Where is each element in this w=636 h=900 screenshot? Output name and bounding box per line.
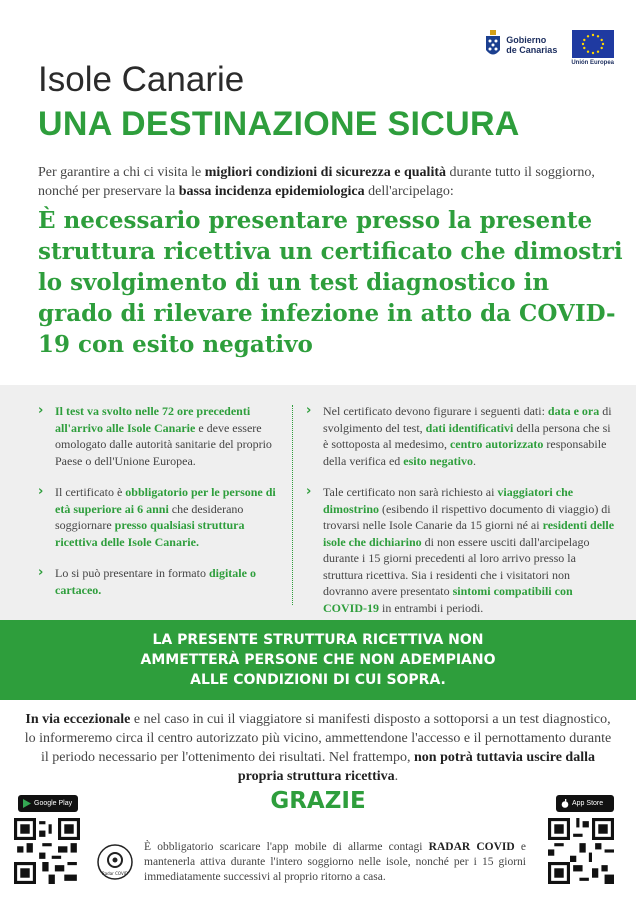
- exception-b1: In via eccezionale: [25, 712, 131, 727]
- right-b2-t1: Tale certificato non sarà richiesto ai: [323, 485, 498, 499]
- right-column: [306, 403, 616, 631]
- left-column: [38, 403, 278, 613]
- right-bullet-2: [306, 484, 616, 616]
- google-play-badge[interactable]: [18, 795, 78, 812]
- left-b1-text: e deve essere omologato dalle autorità sanitarie del proprio Paese o dell'Unione Europea.: [55, 420, 272, 468]
- intro-paragraph: [38, 163, 608, 201]
- intro-t1: Per garantire a chi ci visita le: [38, 165, 205, 180]
- title-line2: UNA DESTINAZIONE SICURA: [38, 105, 520, 143]
- gov-line1: Gobierno: [506, 35, 547, 45]
- banner-text: LA PRESENTE STRUTTURA RICETTIVA NON AMMETTERÀ PERSONE CHE NON ADEMPIANO ALLE CONDIZIONI DI CUI SOPRA.: [140, 632, 496, 688]
- chevron-right-icon: ›: [306, 403, 312, 418]
- column-divider: [292, 405, 293, 605]
- right-b2-t3: di non essere usciti dall'arcipelago durante i 15 giorni precedenti al loro arrivo presso la struttura ricettiva. Sia i residenti che i visitatori non dovranno avere presentato: [323, 534, 590, 598]
- intro-t5: dell'arcipelago:: [364, 184, 454, 199]
- headline: È necessario presentare presso la presente struttura ricettiva un certificato che dimostri lo svolgimento di un test diagnostico in grado di rilevare infezione in atto da COVID-19 con esito negativo: [38, 207, 623, 358]
- left-b2-g2: presso qualsiasi struttura ricettiva delle Isole Canarie.: [55, 518, 245, 549]
- right-b2-t2: (esibendo il rispettivo documento di viaggio) di trovarsi nelle Isole Canarie da 15 giorni né ai: [323, 501, 611, 532]
- exception-b2: non potrà tuttavia uscire dalla propria struttura ricettiva: [237, 750, 595, 784]
- google-play-icon: [23, 799, 31, 808]
- left-bullet-2: [38, 484, 278, 550]
- chevron-right-icon: ›: [306, 484, 312, 499]
- qr-code-app-store[interactable]: [548, 818, 614, 884]
- canarias-shield-icon: [484, 30, 502, 60]
- left-b3-t: Lo si può presentare in formato: [55, 566, 209, 580]
- google-play-label: Google Play: [34, 800, 73, 807]
- footer-b1: RADAR COVID: [428, 841, 515, 853]
- eu-logo: [571, 30, 614, 66]
- footer-t1: È obbligatorio scaricare l'app mobile di allarme contagi: [144, 841, 429, 853]
- left-b2-g1: obbligatorio per le persone di età superiore ai 6 anni: [55, 485, 276, 516]
- grazie-heading: GRAZIE: [270, 788, 366, 814]
- left-b1-highlight: Il test va svolto nelle 72 ore precedenti all'arrivo alle Isole Canarie: [55, 404, 251, 435]
- exception-paragraph: [22, 710, 614, 786]
- right-b1-g4: esito negativo: [403, 453, 473, 468]
- app-store-badge[interactable]: [556, 795, 614, 812]
- right-b1-g1: data e ora: [547, 404, 600, 418]
- intro-b1: migliori condizioni di sicurezza e qualità: [204, 165, 446, 180]
- radar-icon-label: Radar COVID: [102, 871, 128, 876]
- logos: [484, 30, 614, 66]
- right-b2-t4: in entrambi i periodi.: [379, 600, 484, 615]
- right-b2-g3: sintomi compatibili con COVID-19: [323, 584, 573, 615]
- right-b1-t4: responsabile della verifica ed: [323, 437, 607, 468]
- apple-icon: [561, 799, 569, 808]
- qr-code-google-play[interactable]: [14, 818, 80, 884]
- title-line1: Isole Canarie: [38, 60, 245, 99]
- left-b3-g: digitale o cartaceo.: [55, 566, 256, 597]
- gobierno-text: [506, 35, 557, 55]
- chevron-right-icon: ›: [38, 565, 44, 580]
- left-bullet-3: [38, 565, 278, 598]
- right-b1-g3: centro autorizzato: [449, 437, 544, 451]
- exception-t1: e nel caso in cui il viaggiatore si manifesti disposto a sottoporsi a un test diagnostico, lo informeremo circa il centro autorizzato più vicino, ammettendone l'accesso e il pernottamento durante il periodo necessario per l'ottenimento dei risultati. Nel frattempo,: [24, 712, 612, 765]
- radar-covid-app-icon: [96, 842, 134, 882]
- gobierno-de-canarias-logo: [484, 30, 557, 60]
- right-b1-t2: di svolgimento del test,: [323, 404, 612, 435]
- chevron-right-icon: ›: [38, 484, 44, 499]
- right-b1-t5: .: [472, 453, 476, 468]
- left-bullet-1: [38, 403, 278, 469]
- right-b2-g2: residenti delle isole che dichiarino: [323, 518, 615, 549]
- chevron-right-icon: ›: [38, 403, 44, 418]
- right-b1-t1: Nel certificato devono figurare i seguenti dati:: [323, 404, 548, 418]
- footer-t2: e mantenerla attiva durante l'intero soggiorno nelle isole, nonché per i 15 giorni immediatamente successivi al proprio ritorno a casa.: [144, 841, 526, 883]
- warning-banner: [0, 620, 636, 700]
- right-b1-g2: dati identificativi: [425, 420, 514, 435]
- eu-flag-icon: [572, 30, 614, 58]
- eu-label: Unión Europea: [571, 60, 614, 66]
- left-b2-t1: Il certificato è: [55, 485, 126, 499]
- right-bullet-1: [306, 403, 616, 469]
- requirements-section: [0, 385, 636, 620]
- footer-app-notice: [144, 840, 526, 885]
- left-b2-t2: che desiderano soggiornare: [55, 501, 244, 532]
- app-store-label: App Store: [572, 800, 604, 807]
- exception-t2: .: [394, 769, 399, 784]
- gov-line2: de Canarias: [506, 45, 558, 55]
- intro-t3: durante tutto il soggiorno, nonché per preservare la: [38, 165, 595, 199]
- right-b1-t3: della persona che si è sottoposta al medesimo,: [323, 420, 611, 451]
- intro-b2: bassa incidenza epidemiologica: [178, 184, 365, 199]
- right-b2-g1: viaggiatori che dimostrino: [323, 485, 574, 516]
